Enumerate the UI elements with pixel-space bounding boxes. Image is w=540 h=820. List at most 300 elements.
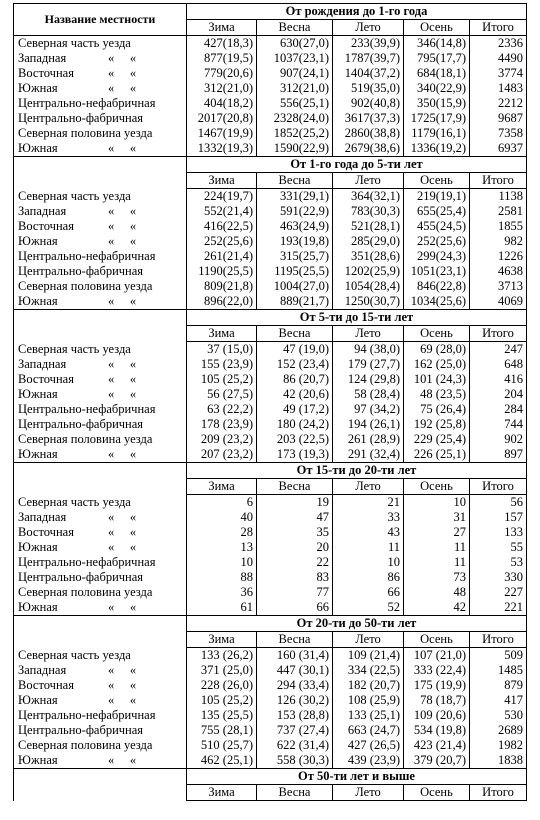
value-cell: 105 (25,2)	[187, 693, 257, 708]
value-cell: 1138	[470, 189, 527, 205]
location-name: Южная	[18, 294, 58, 308]
value-cell: 97 (34,2)	[333, 402, 404, 417]
value-cell: 907(24,1)	[257, 66, 333, 81]
value-cell: 58 (28,4)	[333, 387, 404, 402]
value-cell: 2860(38,8)	[333, 126, 404, 141]
value-cell: 43	[333, 525, 404, 540]
row-label	[14, 66, 187, 81]
table-row	[14, 753, 527, 769]
value-cell: 510 (25,7)	[187, 738, 257, 753]
column-header-row	[14, 326, 527, 342]
value-cell: 86 (20,7)	[257, 372, 333, 387]
location-name: Центрально-нефабричная	[18, 708, 156, 722]
location-name: Восточная	[18, 372, 74, 386]
table-row	[14, 648, 527, 664]
value-cell: 684(18,1)	[404, 66, 470, 81]
ditto-mark: « «	[107, 357, 137, 371]
column-header: Лето	[333, 785, 404, 801]
ditto-mark: « «	[107, 141, 137, 155]
value-cell: 52	[333, 600, 404, 616]
value-cell: 1485	[470, 663, 527, 678]
value-cell: 48	[404, 585, 470, 600]
table-row	[14, 264, 527, 279]
value-cell: 2328(24,0)	[257, 111, 333, 126]
ditto-mark: « «	[107, 540, 137, 554]
blank-cell	[14, 463, 187, 479]
table-row	[14, 36, 527, 52]
table-row	[14, 678, 527, 693]
ditto-mark: « «	[107, 678, 137, 692]
value-cell: 299(24,3)	[404, 249, 470, 264]
value-cell: 78 (18,7)	[404, 693, 470, 708]
value-cell: 1336(19,2)	[404, 141, 470, 157]
table-row	[14, 432, 527, 447]
row-label	[14, 342, 187, 358]
table-row	[14, 51, 527, 66]
location-name: Северная половина уезда	[18, 126, 153, 140]
value-cell: 879	[470, 678, 527, 693]
value-cell: 530	[470, 708, 527, 723]
value-cell: 2581	[470, 204, 527, 219]
value-cell: 47	[257, 510, 333, 525]
value-cell: 133 (26,2)	[187, 648, 257, 664]
value-cell: 9687	[470, 111, 527, 126]
value-cell: 7358	[470, 126, 527, 141]
value-cell: 902	[470, 432, 527, 447]
location-name: Северная часть уезда	[18, 494, 131, 509]
value-cell: 42	[404, 600, 470, 616]
location-name: Южная	[18, 81, 58, 95]
value-cell: 1004(27,0)	[257, 279, 333, 294]
value-cell: 3713	[470, 279, 527, 294]
value-cell: 11	[333, 540, 404, 555]
value-cell: 61	[187, 600, 257, 616]
ditto-mark: « «	[107, 510, 137, 524]
row-label	[14, 402, 187, 417]
value-cell: 21	[333, 495, 404, 511]
value-cell: 737 (27,4)	[257, 723, 333, 738]
column-header: Итого	[470, 479, 527, 495]
row-label	[14, 495, 187, 511]
value-cell: 1404(37,2)	[333, 66, 404, 81]
column-header: Осень	[404, 173, 470, 189]
value-cell: 219(19,1)	[404, 189, 470, 205]
ditto-mark: « «	[107, 219, 137, 233]
row-label	[14, 36, 187, 52]
value-cell: 350(15,9)	[404, 96, 470, 111]
value-cell: 4638	[470, 264, 527, 279]
value-cell: 180 (24,2)	[257, 417, 333, 432]
column-header-row	[14, 479, 527, 495]
location-name: Южная	[18, 540, 58, 554]
row-label	[14, 753, 187, 769]
table-row	[14, 189, 527, 205]
table-row	[14, 570, 527, 585]
value-cell: 371 (25,0)	[187, 663, 257, 678]
value-cell: 877(19,5)	[187, 51, 257, 66]
row-label	[14, 51, 187, 66]
value-cell: 1195(25,5)	[257, 264, 333, 279]
value-cell: 40	[187, 510, 257, 525]
row-label	[14, 663, 187, 678]
table-row	[14, 663, 527, 678]
location-name: Северная часть уезда	[18, 647, 131, 662]
value-cell: 3774	[470, 66, 527, 81]
value-cell: 447 (30,1)	[257, 663, 333, 678]
table-row	[14, 693, 527, 708]
value-cell: 423 (21,4)	[404, 738, 470, 753]
location-name: Южная	[18, 600, 58, 614]
value-cell: 2679(38,6)	[333, 141, 404, 157]
value-cell: 42 (20,6)	[257, 387, 333, 402]
column-header: Зима	[187, 785, 257, 801]
blank-cell	[14, 616, 187, 632]
row-label	[14, 540, 187, 555]
value-cell: 655(25,4)	[404, 204, 470, 219]
column-header: Лето	[333, 173, 404, 189]
value-cell: 312(21,0)	[187, 81, 257, 96]
value-cell: 155 (23,9)	[187, 357, 257, 372]
value-cell: 56 (27,5)	[187, 387, 257, 402]
location-name: Центрально-фабричная	[18, 264, 144, 278]
column-header: Осень	[404, 785, 470, 801]
value-cell: 4069	[470, 294, 527, 310]
table-row	[14, 66, 527, 81]
column-header: Итого	[470, 173, 527, 189]
value-cell: 47 (19,0)	[257, 342, 333, 358]
column-header: Лето	[333, 479, 404, 495]
table-row	[14, 234, 527, 249]
table-row	[14, 585, 527, 600]
value-cell: 2336	[470, 36, 527, 52]
section-title-row	[14, 157, 527, 173]
value-cell: 261 (28,9)	[333, 432, 404, 447]
column-header: Лето	[333, 20, 404, 36]
table-row	[14, 279, 527, 294]
value-cell: 1483	[470, 81, 527, 96]
location-name: Восточная	[18, 66, 74, 80]
value-cell: 455(24,5)	[404, 219, 470, 234]
value-cell: 124 (29,8)	[333, 372, 404, 387]
blank-cell	[14, 479, 187, 495]
row-label	[14, 678, 187, 693]
value-cell: 209 (23,2)	[187, 432, 257, 447]
section-title: От 20-ти до 50-ти лет	[187, 616, 527, 632]
value-cell: 173 (19,3)	[257, 447, 333, 463]
value-cell: 333 (22,4)	[404, 663, 470, 678]
section-title: От 5-ти до 15-ти лет	[187, 310, 527, 326]
column-header: Зима	[187, 632, 257, 648]
row-label	[14, 708, 187, 723]
value-cell: 86	[333, 570, 404, 585]
row-label	[14, 81, 187, 96]
row-label	[14, 723, 187, 738]
value-cell: 55	[470, 540, 527, 555]
table-row	[14, 387, 527, 402]
value-cell: 1179(16,1)	[404, 126, 470, 141]
value-cell: 49 (17,2)	[257, 402, 333, 417]
value-cell: 351(28,6)	[333, 249, 404, 264]
value-cell: 22	[257, 555, 333, 570]
ditto-mark: « «	[107, 447, 137, 461]
value-cell: 1190(25,5)	[187, 264, 257, 279]
value-cell: 179 (27,7)	[333, 357, 404, 372]
value-cell: 630(27,0)	[257, 36, 333, 52]
value-cell: 153 (28,8)	[257, 708, 333, 723]
value-cell: 227	[470, 585, 527, 600]
ditto-mark: « «	[107, 372, 137, 386]
value-cell: 48 (23,5)	[404, 387, 470, 402]
value-cell: 224(19,7)	[187, 189, 257, 205]
value-cell: 88	[187, 570, 257, 585]
table-row	[14, 219, 527, 234]
value-cell: 1982	[470, 738, 527, 753]
value-cell: 10	[404, 495, 470, 511]
value-cell: 108 (25,9)	[333, 693, 404, 708]
value-cell: 285(29,0)	[333, 234, 404, 249]
value-cell: 982	[470, 234, 527, 249]
table-row	[14, 495, 527, 511]
column-header: Итого	[470, 326, 527, 342]
value-cell: 462 (25,1)	[187, 753, 257, 769]
value-cell: 846(22,8)	[404, 279, 470, 294]
table-row	[14, 372, 527, 387]
value-cell: 291 (32,4)	[333, 447, 404, 463]
value-cell: 417	[470, 693, 527, 708]
value-cell: 10	[333, 555, 404, 570]
table-row	[14, 357, 527, 372]
row-label	[14, 96, 187, 111]
value-cell: 1202(25,9)	[333, 264, 404, 279]
row-label	[14, 189, 187, 205]
value-cell: 552(21,4)	[187, 204, 257, 219]
value-cell: 204	[470, 387, 527, 402]
value-cell: 226 (25,1)	[404, 447, 470, 463]
ditto-mark: « «	[107, 387, 137, 401]
row-label	[14, 234, 187, 249]
ditto-mark: « «	[107, 204, 137, 218]
value-cell: 192 (25,8)	[404, 417, 470, 432]
value-cell: 77	[257, 585, 333, 600]
value-cell: 1332(19,3)	[187, 141, 257, 157]
value-cell: 312(21,0)	[257, 81, 333, 96]
column-header: Осень	[404, 479, 470, 495]
row-label	[14, 510, 187, 525]
value-cell: 1838	[470, 753, 527, 769]
value-cell: 379 (20,7)	[404, 753, 470, 769]
value-cell: 27	[404, 525, 470, 540]
ditto-mark: « «	[107, 51, 137, 65]
value-cell: 13	[187, 540, 257, 555]
value-cell: 416(22,5)	[187, 219, 257, 234]
location-name: Северная часть уезда	[18, 188, 131, 203]
column-header: Лето	[333, 326, 404, 342]
table-row	[14, 294, 527, 310]
mortality-by-season-table	[13, 3, 527, 801]
value-cell: 105 (25,2)	[187, 372, 257, 387]
value-cell: 20	[257, 540, 333, 555]
row-label	[14, 294, 187, 310]
value-cell: 1852(25,2)	[257, 126, 333, 141]
column-header: Весна	[257, 785, 333, 801]
value-cell: 416	[470, 372, 527, 387]
row-label	[14, 570, 187, 585]
value-cell: 94 (38,0)	[333, 342, 404, 358]
column-header: Зима	[187, 326, 257, 342]
column-header: Осень	[404, 632, 470, 648]
value-cell: 340(22,9)	[404, 81, 470, 96]
column-header: Итого	[470, 20, 527, 36]
value-cell: 284	[470, 402, 527, 417]
location-name: Северная половина уезда	[18, 585, 153, 599]
row-label	[14, 111, 187, 126]
value-cell: 902(40,8)	[333, 96, 404, 111]
row-label	[14, 204, 187, 219]
column-header: Итого	[470, 632, 527, 648]
value-cell: 36	[187, 585, 257, 600]
table-row	[14, 141, 527, 157]
column-header: Лето	[333, 632, 404, 648]
value-cell: 101 (24,3)	[404, 372, 470, 387]
blank-cell	[14, 769, 187, 785]
value-cell: 228 (26,0)	[187, 678, 257, 693]
location-name: Восточная	[18, 525, 74, 539]
table-row	[14, 555, 527, 570]
row-label	[14, 279, 187, 294]
section-title: От рождения до 1-го года	[187, 4, 527, 20]
table-row	[14, 540, 527, 555]
row-label	[14, 600, 187, 616]
row-label	[14, 357, 187, 372]
value-cell: 521(28,1)	[333, 219, 404, 234]
statistics-table-wrapper	[13, 3, 526, 801]
location-name: Восточная	[18, 219, 74, 233]
row-label	[14, 648, 187, 664]
value-cell: 404(18,2)	[187, 96, 257, 111]
value-cell: 75 (26,4)	[404, 402, 470, 417]
location-name: Центрально-фабричная	[18, 570, 144, 584]
section-title: От 50-ти лет и выше	[187, 769, 527, 785]
column-header: Весна	[257, 20, 333, 36]
ditto-mark: « «	[107, 693, 137, 707]
value-cell: 56	[470, 495, 527, 511]
value-cell: 221	[470, 600, 527, 616]
location-name: Южная	[18, 693, 58, 707]
table-row	[14, 249, 527, 264]
blank-cell	[14, 785, 187, 801]
row-label	[14, 417, 187, 432]
table-row	[14, 417, 527, 432]
value-cell: 37 (15,0)	[187, 342, 257, 358]
table-row	[14, 96, 527, 111]
value-cell: 126 (30,2)	[257, 693, 333, 708]
value-cell: 427 (26,5)	[333, 738, 404, 753]
value-cell: 591(22,9)	[257, 204, 333, 219]
table-row	[14, 723, 527, 738]
column-header-row	[14, 173, 527, 189]
value-cell: 35	[257, 525, 333, 540]
value-cell: 1226	[470, 249, 527, 264]
location-name: Южная	[18, 447, 58, 461]
value-cell: 648	[470, 357, 527, 372]
location-name: Северная половина уезда	[18, 279, 153, 293]
value-cell: 1054(28,4)	[333, 279, 404, 294]
value-cell: 315(25,7)	[257, 249, 333, 264]
location-name: Центрально-нефабричная	[18, 402, 156, 416]
value-cell: 194 (26,1)	[333, 417, 404, 432]
ditto-mark: « «	[107, 294, 137, 308]
column-header: Осень	[404, 326, 470, 342]
ditto-mark: « «	[107, 66, 137, 80]
value-cell: 1037(23,1)	[257, 51, 333, 66]
location-name: Южная	[18, 141, 58, 155]
value-cell: 175 (19,9)	[404, 678, 470, 693]
column-header: Зима	[187, 173, 257, 189]
ditto-mark: « «	[107, 753, 137, 767]
location-name: Южная	[18, 753, 58, 767]
value-cell: 261(21,4)	[187, 249, 257, 264]
value-cell: 519(35,0)	[333, 81, 404, 96]
row-label	[14, 585, 187, 600]
value-cell: 157	[470, 510, 527, 525]
column-header-row	[14, 632, 527, 648]
value-cell: 6	[187, 495, 257, 511]
section-title-row	[14, 310, 527, 326]
value-cell: 33	[333, 510, 404, 525]
row-label	[14, 387, 187, 402]
value-cell: 1787(39,7)	[333, 51, 404, 66]
value-cell: 346(14,8)	[404, 36, 470, 52]
value-cell: 252(25,6)	[404, 234, 470, 249]
location-name: Центрально-фабричная	[18, 417, 144, 431]
row-label	[14, 126, 187, 141]
value-cell: 1250(30,7)	[333, 294, 404, 310]
value-cell: 2689	[470, 723, 527, 738]
table-row	[14, 738, 527, 753]
value-cell: 162 (25,0)	[404, 357, 470, 372]
value-cell: 779(20,6)	[187, 66, 257, 81]
value-cell: 152 (23,4)	[257, 357, 333, 372]
column-header: Весна	[257, 173, 333, 189]
value-cell: 193(19,8)	[257, 234, 333, 249]
value-cell: 755 (28,1)	[187, 723, 257, 738]
value-cell: 556(25,1)	[257, 96, 333, 111]
location-name: Северная часть уезда	[18, 341, 131, 356]
section-title: От 1-го года до 5-ти лет	[187, 157, 527, 173]
row-label	[14, 555, 187, 570]
value-cell: 6937	[470, 141, 527, 157]
value-cell: 11	[404, 540, 470, 555]
location-name: Западная	[18, 663, 67, 677]
table-row	[14, 708, 527, 723]
value-cell: 364(32,1)	[333, 189, 404, 205]
value-cell: 252(25,6)	[187, 234, 257, 249]
value-cell: 66	[333, 585, 404, 600]
column-header: Зима	[187, 479, 257, 495]
value-cell: 1051(23,1)	[404, 264, 470, 279]
location-name: Центрально-нефабричная	[18, 249, 156, 263]
table-row	[14, 111, 527, 126]
blank-cell	[14, 310, 187, 326]
section-title-row	[14, 463, 527, 479]
location-name: Центрально-фабричная	[18, 723, 144, 737]
value-cell: 2017(20,8)	[187, 111, 257, 126]
value-cell: 53	[470, 555, 527, 570]
value-cell: 889(21,7)	[257, 294, 333, 310]
column-header-row	[14, 785, 527, 801]
value-cell: 133	[470, 525, 527, 540]
value-cell: 509	[470, 648, 527, 664]
